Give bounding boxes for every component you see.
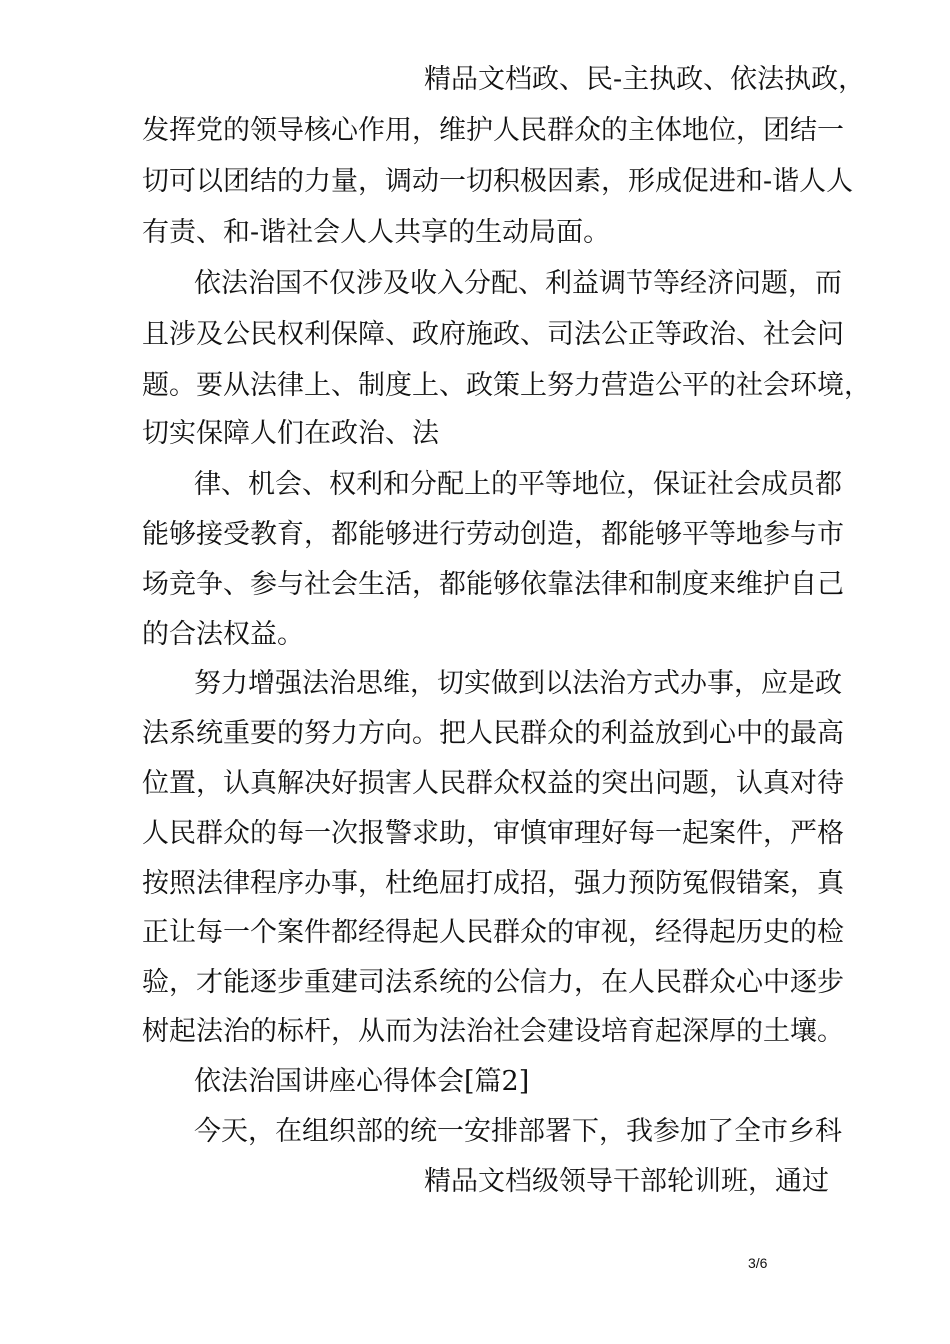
text-line: 发挥党的领导核心作用，维护人民群众的主体地位，团结一 — [142, 115, 844, 146]
text-line: 场竞争、参与社会生活，都能够依靠法律和制度来维护自己 — [142, 569, 844, 600]
text-line: 精品文档政、民-主执政、依法执政， — [424, 64, 866, 95]
text-line: 树起法治的标杆，从而为法治社会建设培育起深厚的土壤。 — [142, 1016, 844, 1047]
text-line: 切可以团结的力量，调动一切积极因素，形成促进和-谐人人 — [142, 166, 854, 197]
text-line: 按照法律程序办事，杜绝屈打成招，强力预防冤假错案，真 — [142, 868, 844, 899]
text-line: 今天，在组织部的统一安排部署下，我参加了全市乡科 — [194, 1116, 842, 1147]
page-number: 3/6 — [748, 1255, 768, 1271]
text-line: 能够接受教育，都能够进行劳动创造，都能够平等地参与市 — [142, 519, 844, 550]
text-line: 精品文档级领导干部轮训班，通过 — [424, 1166, 829, 1197]
text-line: 验，才能逐步重建司法系统的公信力，在人民群众心中逐步 — [142, 967, 844, 998]
text-line: 法系统重要的努力方向。把人民群众的利益放到心中的最高 — [142, 718, 844, 749]
section-heading: 依法治国讲座心得体会[篇2] — [194, 1066, 530, 1097]
text-line: 有责、和-谐社会人人共享的生动局面。 — [142, 217, 611, 248]
text-line: 人民群众的每一次报警求助，审慎审理好每一起案件，严格 — [142, 818, 844, 849]
text-line: 努力增强法治思维，切实做到以法治方式办事，应是政 — [194, 668, 842, 699]
text-line: 正让每一个案件都经得起人民群众的审视，经得起历史的检 — [142, 917, 844, 948]
text-line: 律、机会、权利和分配上的平等地位，保证社会成员都 — [194, 469, 842, 500]
text-line: 切实保障人们在政治、法 — [142, 418, 439, 449]
text-line: 位置，认真解决好损害人民群众权益的突出问题，认真对待 — [142, 768, 844, 799]
text-line: 依法治国不仅涉及收入分配、利益调节等经济问题，而 — [194, 268, 842, 299]
text-line: 的合法权益。 — [142, 619, 304, 650]
text-line: 且涉及公民权利保障、政府施政、司法公正等政治、社会问 — [142, 319, 844, 350]
text-line: 题。要从法律上、制度上、政策上努力营造公平的社会环境， — [142, 370, 871, 401]
